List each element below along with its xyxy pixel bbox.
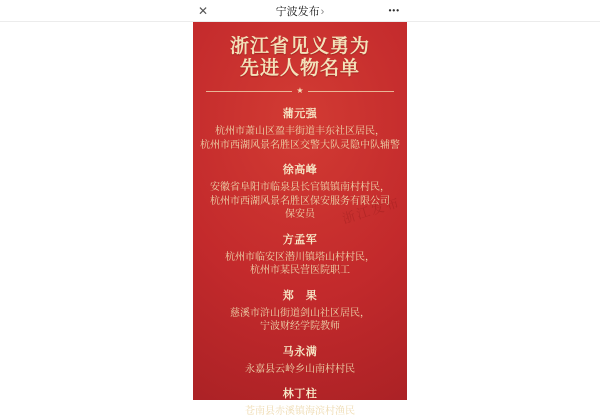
awardee-description-line: 保安员 xyxy=(285,209,315,220)
article-column xyxy=(193,0,407,417)
poster-title xyxy=(193,36,407,80)
awardee-entry xyxy=(193,233,407,278)
award-poster xyxy=(193,22,407,417)
awardee-name: 郑 果 xyxy=(282,289,318,302)
star-icon: ★ xyxy=(296,86,304,95)
divider-line-right xyxy=(308,91,394,92)
awardee-list xyxy=(193,107,407,419)
awardee-description-line: 杭州市某民营医院职工 xyxy=(250,265,350,276)
awardee-description xyxy=(193,181,407,222)
awardee-entry xyxy=(193,107,407,152)
awardee-name: 徐高峰 xyxy=(282,164,318,176)
poster-title-line2: 先进人物名单 xyxy=(239,58,360,79)
more-menu-icon[interactable]: ••• xyxy=(388,5,400,15)
awardee-description-line: 宁波财经学院教师 xyxy=(260,321,340,332)
star-divider xyxy=(206,87,394,95)
wechat-navbar xyxy=(193,0,407,21)
awardee-description xyxy=(193,251,407,278)
awardee-name: 蒲元强 xyxy=(282,108,318,120)
awardee-description xyxy=(193,307,407,334)
account-title[interactable] xyxy=(193,3,407,19)
awardee-name: 林丁柱 xyxy=(282,388,318,400)
awardee-description xyxy=(193,125,407,152)
awardee-entry xyxy=(193,289,407,334)
awardee-entry xyxy=(193,387,407,419)
awardee-description xyxy=(193,363,407,377)
awardee-entry xyxy=(193,163,407,222)
chevron-right-icon: › xyxy=(320,5,325,18)
awardee-description-line: 杭州市萧山区盈丰街道丰东社区居民， xyxy=(215,126,385,137)
divider-line-left xyxy=(206,91,292,92)
awardee-description-line: 杭州市西湖风景名胜区交警大队灵隐中队辅警 xyxy=(200,139,400,151)
awardee-entry xyxy=(193,345,407,377)
awardee-description-line: 杭州市临安区潜川镇塔山村村民， xyxy=(225,251,375,263)
awardee-name: 马永满 xyxy=(282,345,318,358)
awardee-description-line: 永嘉县云岭乡山南村村民 xyxy=(245,363,355,375)
awardee-description-line: 苍南县赤溪镇海滨村渔民 xyxy=(245,406,355,417)
close-icon[interactable]: ✕ xyxy=(198,3,209,18)
awardee-description-line: 安徽省阜阳市临泉县长官镇镇南村村民， xyxy=(210,182,390,193)
awardee-name: 方孟军 xyxy=(282,233,318,246)
account-title-text: 宁波发布 xyxy=(275,5,320,18)
poster-title-line1: 浙江省见义勇为 xyxy=(229,36,370,57)
awardee-description-line: 慈溪市浒山街道剑山社区居民， xyxy=(230,307,370,319)
awardee-description xyxy=(193,405,407,419)
watermark-text: 浙江发布 xyxy=(340,194,403,227)
awardee-description-line: 杭州市西湖风景名胜区保安服务有限公司 xyxy=(210,195,390,207)
